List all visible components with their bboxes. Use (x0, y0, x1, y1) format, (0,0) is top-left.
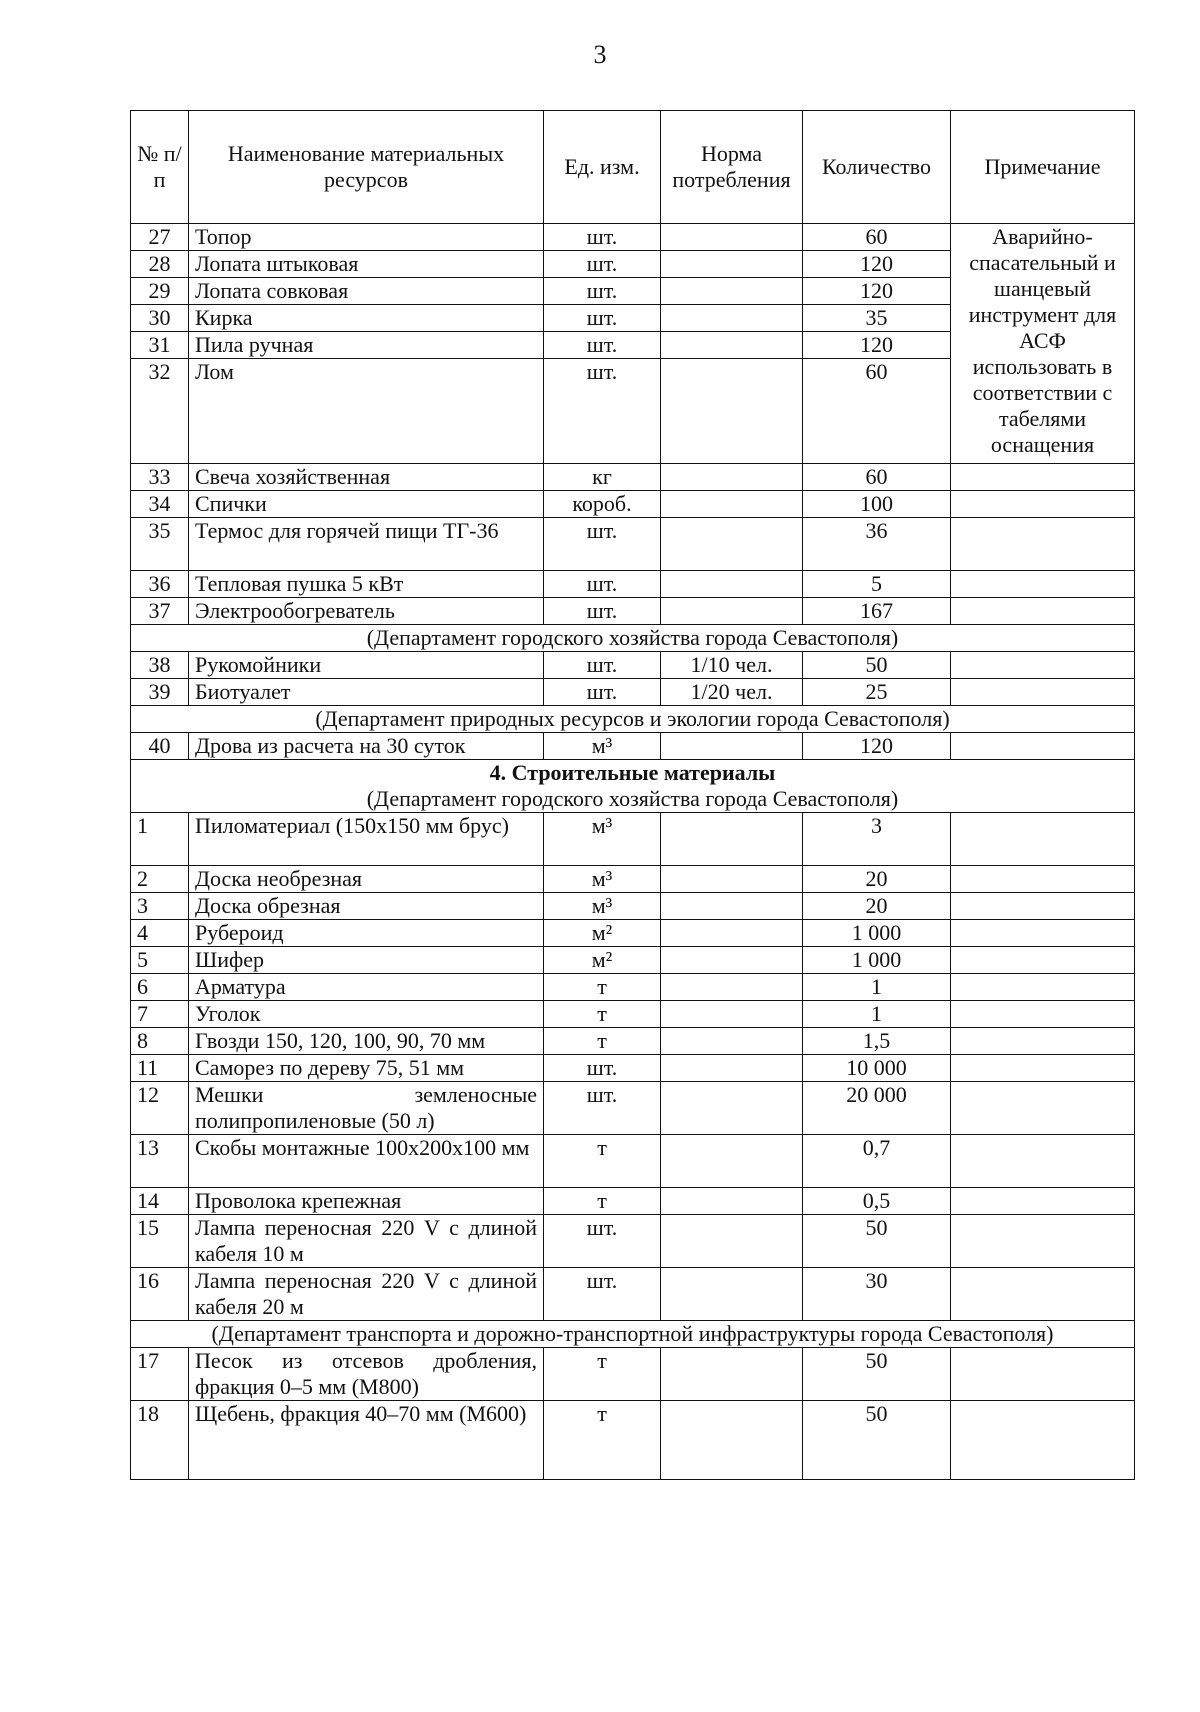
row-name: Термос для горячей пищи ТГ-36 (189, 518, 544, 571)
row-qty: 50 (803, 1401, 951, 1480)
table-row (131, 1001, 1135, 1028)
row-num: 12 (131, 1082, 189, 1135)
department-heading: (Департамент городского хозяйства города Севастополя) (366, 786, 899, 811)
row-name: Дрова из расчета на 30 суток (189, 733, 544, 760)
table-row (131, 1055, 1135, 1082)
row-num: 35 (131, 518, 189, 571)
table-row (131, 1401, 1135, 1480)
row-norm (661, 305, 803, 332)
department-row (131, 625, 1135, 652)
table-row (131, 1028, 1135, 1055)
row-qty: 1 000 (803, 920, 951, 947)
row-num: 14 (131, 1188, 189, 1215)
row-num: 8 (131, 1028, 189, 1055)
row-num: 1 (131, 813, 189, 866)
row-note (951, 1028, 1135, 1055)
row-unit: короб. (544, 491, 661, 518)
row-qty: 60 (803, 359, 951, 464)
row-note (951, 866, 1135, 893)
row-qty: 0,5 (803, 1188, 951, 1215)
table-row (131, 733, 1135, 760)
row-qty: 20 (803, 893, 951, 920)
row-qty: 60 (803, 464, 951, 491)
row-name: Кирка (189, 305, 544, 332)
row-name: Топор (189, 224, 544, 251)
row-num: 2 (131, 866, 189, 893)
row-name: Саморез по дереву 75, 51 мм (189, 1055, 544, 1082)
row-note (951, 1001, 1135, 1028)
row-norm (661, 518, 803, 571)
row-note (951, 1401, 1135, 1480)
row-qty: 20 (803, 866, 951, 893)
table-row (131, 947, 1135, 974)
table-row (131, 652, 1135, 679)
row-num: 6 (131, 974, 189, 1001)
row-unit: т (544, 1028, 661, 1055)
row-norm: 1/10 чел. (661, 652, 803, 679)
section-heading (131, 760, 1135, 813)
row-qty: 0,7 (803, 1135, 951, 1188)
page-number: 3 (593, 40, 607, 69)
row-norm (661, 1055, 803, 1082)
row-num: 5 (131, 947, 189, 974)
row-norm (661, 359, 803, 464)
row-name: Лопата совковая (189, 278, 544, 305)
row-unit: м² (544, 947, 661, 974)
row-qty: 167 (803, 598, 951, 625)
row-note (951, 652, 1135, 679)
row-num: 16 (131, 1268, 189, 1321)
row-qty: 3 (803, 813, 951, 866)
row-note (951, 813, 1135, 866)
row-note (951, 598, 1135, 625)
header-unit: Ед. изм. (544, 111, 661, 224)
row-num: 30 (131, 305, 189, 332)
row-qty: 1 (803, 1001, 951, 1028)
row-note (951, 1055, 1135, 1082)
row-norm (661, 1268, 803, 1321)
row-qty: 120 (803, 251, 951, 278)
row-unit: шт. (544, 679, 661, 706)
row-unit: шт. (544, 332, 661, 359)
row-norm (661, 947, 803, 974)
table-row (131, 598, 1135, 625)
row-qty: 30 (803, 1268, 951, 1321)
row-num: 17 (131, 1348, 189, 1401)
row-norm (661, 1001, 803, 1028)
row-norm (661, 1215, 803, 1268)
row-norm (661, 224, 803, 251)
row-note (951, 947, 1135, 974)
row-name: Песок из отсевов дробления, фракция 0–5 мм (М800) (189, 1348, 544, 1401)
row-name: Гвозди 150, 120, 100, 90, 70 мм (189, 1028, 544, 1055)
table-row (131, 866, 1135, 893)
row-qty: 50 (803, 652, 951, 679)
row-norm (661, 1348, 803, 1401)
row-num: 32 (131, 359, 189, 464)
row-num: 37 (131, 598, 189, 625)
row-norm (661, 974, 803, 1001)
table-row (131, 974, 1135, 1001)
row-unit: шт. (544, 1268, 661, 1321)
row-name: Арматура (189, 974, 544, 1001)
row-unit: шт. (544, 1215, 661, 1268)
row-unit: т (544, 1188, 661, 1215)
row-norm (661, 813, 803, 866)
row-note (951, 464, 1135, 491)
row-name: Электрообогреватель (189, 598, 544, 625)
row-unit: шт. (544, 1055, 661, 1082)
resources-table (130, 110, 1135, 1480)
row-num: 39 (131, 679, 189, 706)
row-qty: 20 000 (803, 1082, 951, 1135)
row-name: Лопата штыковая (189, 251, 544, 278)
table-row (131, 920, 1135, 947)
row-norm: 1/20 чел. (661, 679, 803, 706)
row-unit: шт. (544, 305, 661, 332)
row-norm (661, 920, 803, 947)
table-row (131, 1348, 1135, 1401)
row-qty: 120 (803, 278, 951, 305)
row-unit: шт. (544, 278, 661, 305)
row-norm (661, 332, 803, 359)
table-row (131, 464, 1135, 491)
department-heading: (Департамент природных ресурсов и экологии города Севастополя) (131, 706, 1135, 733)
row-qty: 10 000 (803, 1055, 951, 1082)
row-unit: м² (544, 920, 661, 947)
section-row (131, 760, 1135, 813)
row-name: Пила ручная (189, 332, 544, 359)
header-qty: Количество (803, 111, 951, 224)
row-unit: шт. (544, 598, 661, 625)
row-name: Лампа переносная 220 V с длиной кабеля 10 м (189, 1215, 544, 1268)
row-note (951, 1188, 1135, 1215)
row-note (951, 920, 1135, 947)
row-note (951, 518, 1135, 571)
row-num: 28 (131, 251, 189, 278)
row-num: 34 (131, 491, 189, 518)
row-norm (661, 278, 803, 305)
row-qty: 60 (803, 224, 951, 251)
row-name: Пиломатериал (150х150 мм брус) (189, 813, 544, 866)
row-name: Спички (189, 491, 544, 518)
row-note (951, 1082, 1135, 1135)
table-row (131, 1188, 1135, 1215)
table-row (131, 1215, 1135, 1268)
group-note: Аварийно-спасательный и шанцевый инструмент для АСФ использовать в соответствии с табелями оснащения (951, 224, 1135, 464)
row-qty: 50 (803, 1215, 951, 1268)
row-name: Скобы монтажные 100х200х100 мм (189, 1135, 544, 1188)
row-name: Рукомойники (189, 652, 544, 679)
table-row (131, 679, 1135, 706)
row-unit: т (544, 1135, 661, 1188)
row-norm (661, 1028, 803, 1055)
row-qty: 5 (803, 571, 951, 598)
row-num: 31 (131, 332, 189, 359)
table-row (131, 491, 1135, 518)
row-norm (661, 893, 803, 920)
table-row (131, 571, 1135, 598)
table-row (131, 1082, 1135, 1135)
department-heading: (Департамент городского хозяйства города Севастополя) (131, 625, 1135, 652)
row-name: Свеча хозяйственная (189, 464, 544, 491)
row-num: 33 (131, 464, 189, 491)
row-unit: м³ (544, 866, 661, 893)
row-note (951, 1348, 1135, 1401)
table-row (131, 1135, 1135, 1188)
row-qty: 100 (803, 491, 951, 518)
row-name: Доска необрезная (189, 866, 544, 893)
row-norm (661, 491, 803, 518)
table-row (131, 518, 1135, 571)
row-qty: 25 (803, 679, 951, 706)
row-name: Лом (189, 359, 544, 464)
row-norm (661, 251, 803, 278)
table-header-row (131, 111, 1135, 224)
row-num: 15 (131, 1215, 189, 1268)
department-row (131, 706, 1135, 733)
row-note (951, 1135, 1135, 1188)
row-note (951, 893, 1135, 920)
row-num: 3 (131, 893, 189, 920)
row-norm (661, 1135, 803, 1188)
row-unit: шт. (544, 518, 661, 571)
row-unit: т (544, 1401, 661, 1480)
row-unit: шт. (544, 652, 661, 679)
row-name: Уголок (189, 1001, 544, 1028)
row-name: Рубероид (189, 920, 544, 947)
department-heading: (Департамент транспорта и дорожно-транспортной инфраструктуры города Севастополя) (131, 1321, 1135, 1348)
row-num: 4 (131, 920, 189, 947)
row-unit: м³ (544, 893, 661, 920)
row-qty: 1 (803, 974, 951, 1001)
row-norm (661, 598, 803, 625)
row-unit: шт. (544, 251, 661, 278)
row-qty: 35 (803, 305, 951, 332)
row-note (951, 733, 1135, 760)
row-name: Биотуалет (189, 679, 544, 706)
row-unit: м³ (544, 733, 661, 760)
row-num: 27 (131, 224, 189, 251)
table-row (131, 813, 1135, 866)
row-qty: 1,5 (803, 1028, 951, 1055)
row-unit: т (544, 1001, 661, 1028)
row-unit: шт. (544, 571, 661, 598)
row-qty: 36 (803, 518, 951, 571)
row-unit: шт. (544, 224, 661, 251)
row-note (951, 1215, 1135, 1268)
department-row (131, 1321, 1135, 1348)
header-norm: Норма потребления (661, 111, 803, 224)
row-name: Доска обрезная (189, 893, 544, 920)
row-num: 7 (131, 1001, 189, 1028)
row-num: 13 (131, 1135, 189, 1188)
row-name: Лампа переносная 220 V с длиной кабеля 20 м (189, 1268, 544, 1321)
row-num: 38 (131, 652, 189, 679)
row-norm (661, 733, 803, 760)
row-qty: 120 (803, 733, 951, 760)
row-unit: м³ (544, 813, 661, 866)
row-num: 36 (131, 571, 189, 598)
row-name: Щебень, фракция 40–70 мм (М600) (189, 1401, 544, 1480)
row-num: 11 (131, 1055, 189, 1082)
row-num: 29 (131, 278, 189, 305)
row-unit: шт. (544, 359, 661, 464)
row-norm (661, 866, 803, 893)
row-name: Шифер (189, 947, 544, 974)
row-unit: кг (544, 464, 661, 491)
row-norm (661, 571, 803, 598)
section-title: 4. Строительные материалы (489, 760, 776, 785)
row-note (951, 974, 1135, 1001)
row-qty: 1 000 (803, 947, 951, 974)
row-num: 18 (131, 1401, 189, 1480)
row-name: Проволока крепежная (189, 1188, 544, 1215)
row-note (951, 571, 1135, 598)
header-num: № п/п (131, 111, 189, 224)
row-unit: т (544, 974, 661, 1001)
row-name: Тепловая пушка 5 кВт (189, 571, 544, 598)
row-qty: 50 (803, 1348, 951, 1401)
row-unit: шт. (544, 1082, 661, 1135)
row-name: Мешки земленосные полипропиленовые (50 л) (189, 1082, 544, 1135)
row-qty: 120 (803, 332, 951, 359)
row-norm (661, 1082, 803, 1135)
row-note (951, 491, 1135, 518)
row-note (951, 679, 1135, 706)
header-name: Наименование материальных ресурсов (189, 111, 544, 224)
row-num: 40 (131, 733, 189, 760)
table-row (131, 1268, 1135, 1321)
table-row (131, 893, 1135, 920)
row-norm (661, 1401, 803, 1480)
row-norm (661, 1188, 803, 1215)
header-note: Примечание (951, 111, 1135, 224)
row-unit: т (544, 1348, 661, 1401)
table-row (131, 224, 1135, 251)
row-norm (661, 464, 803, 491)
row-note (951, 1268, 1135, 1321)
